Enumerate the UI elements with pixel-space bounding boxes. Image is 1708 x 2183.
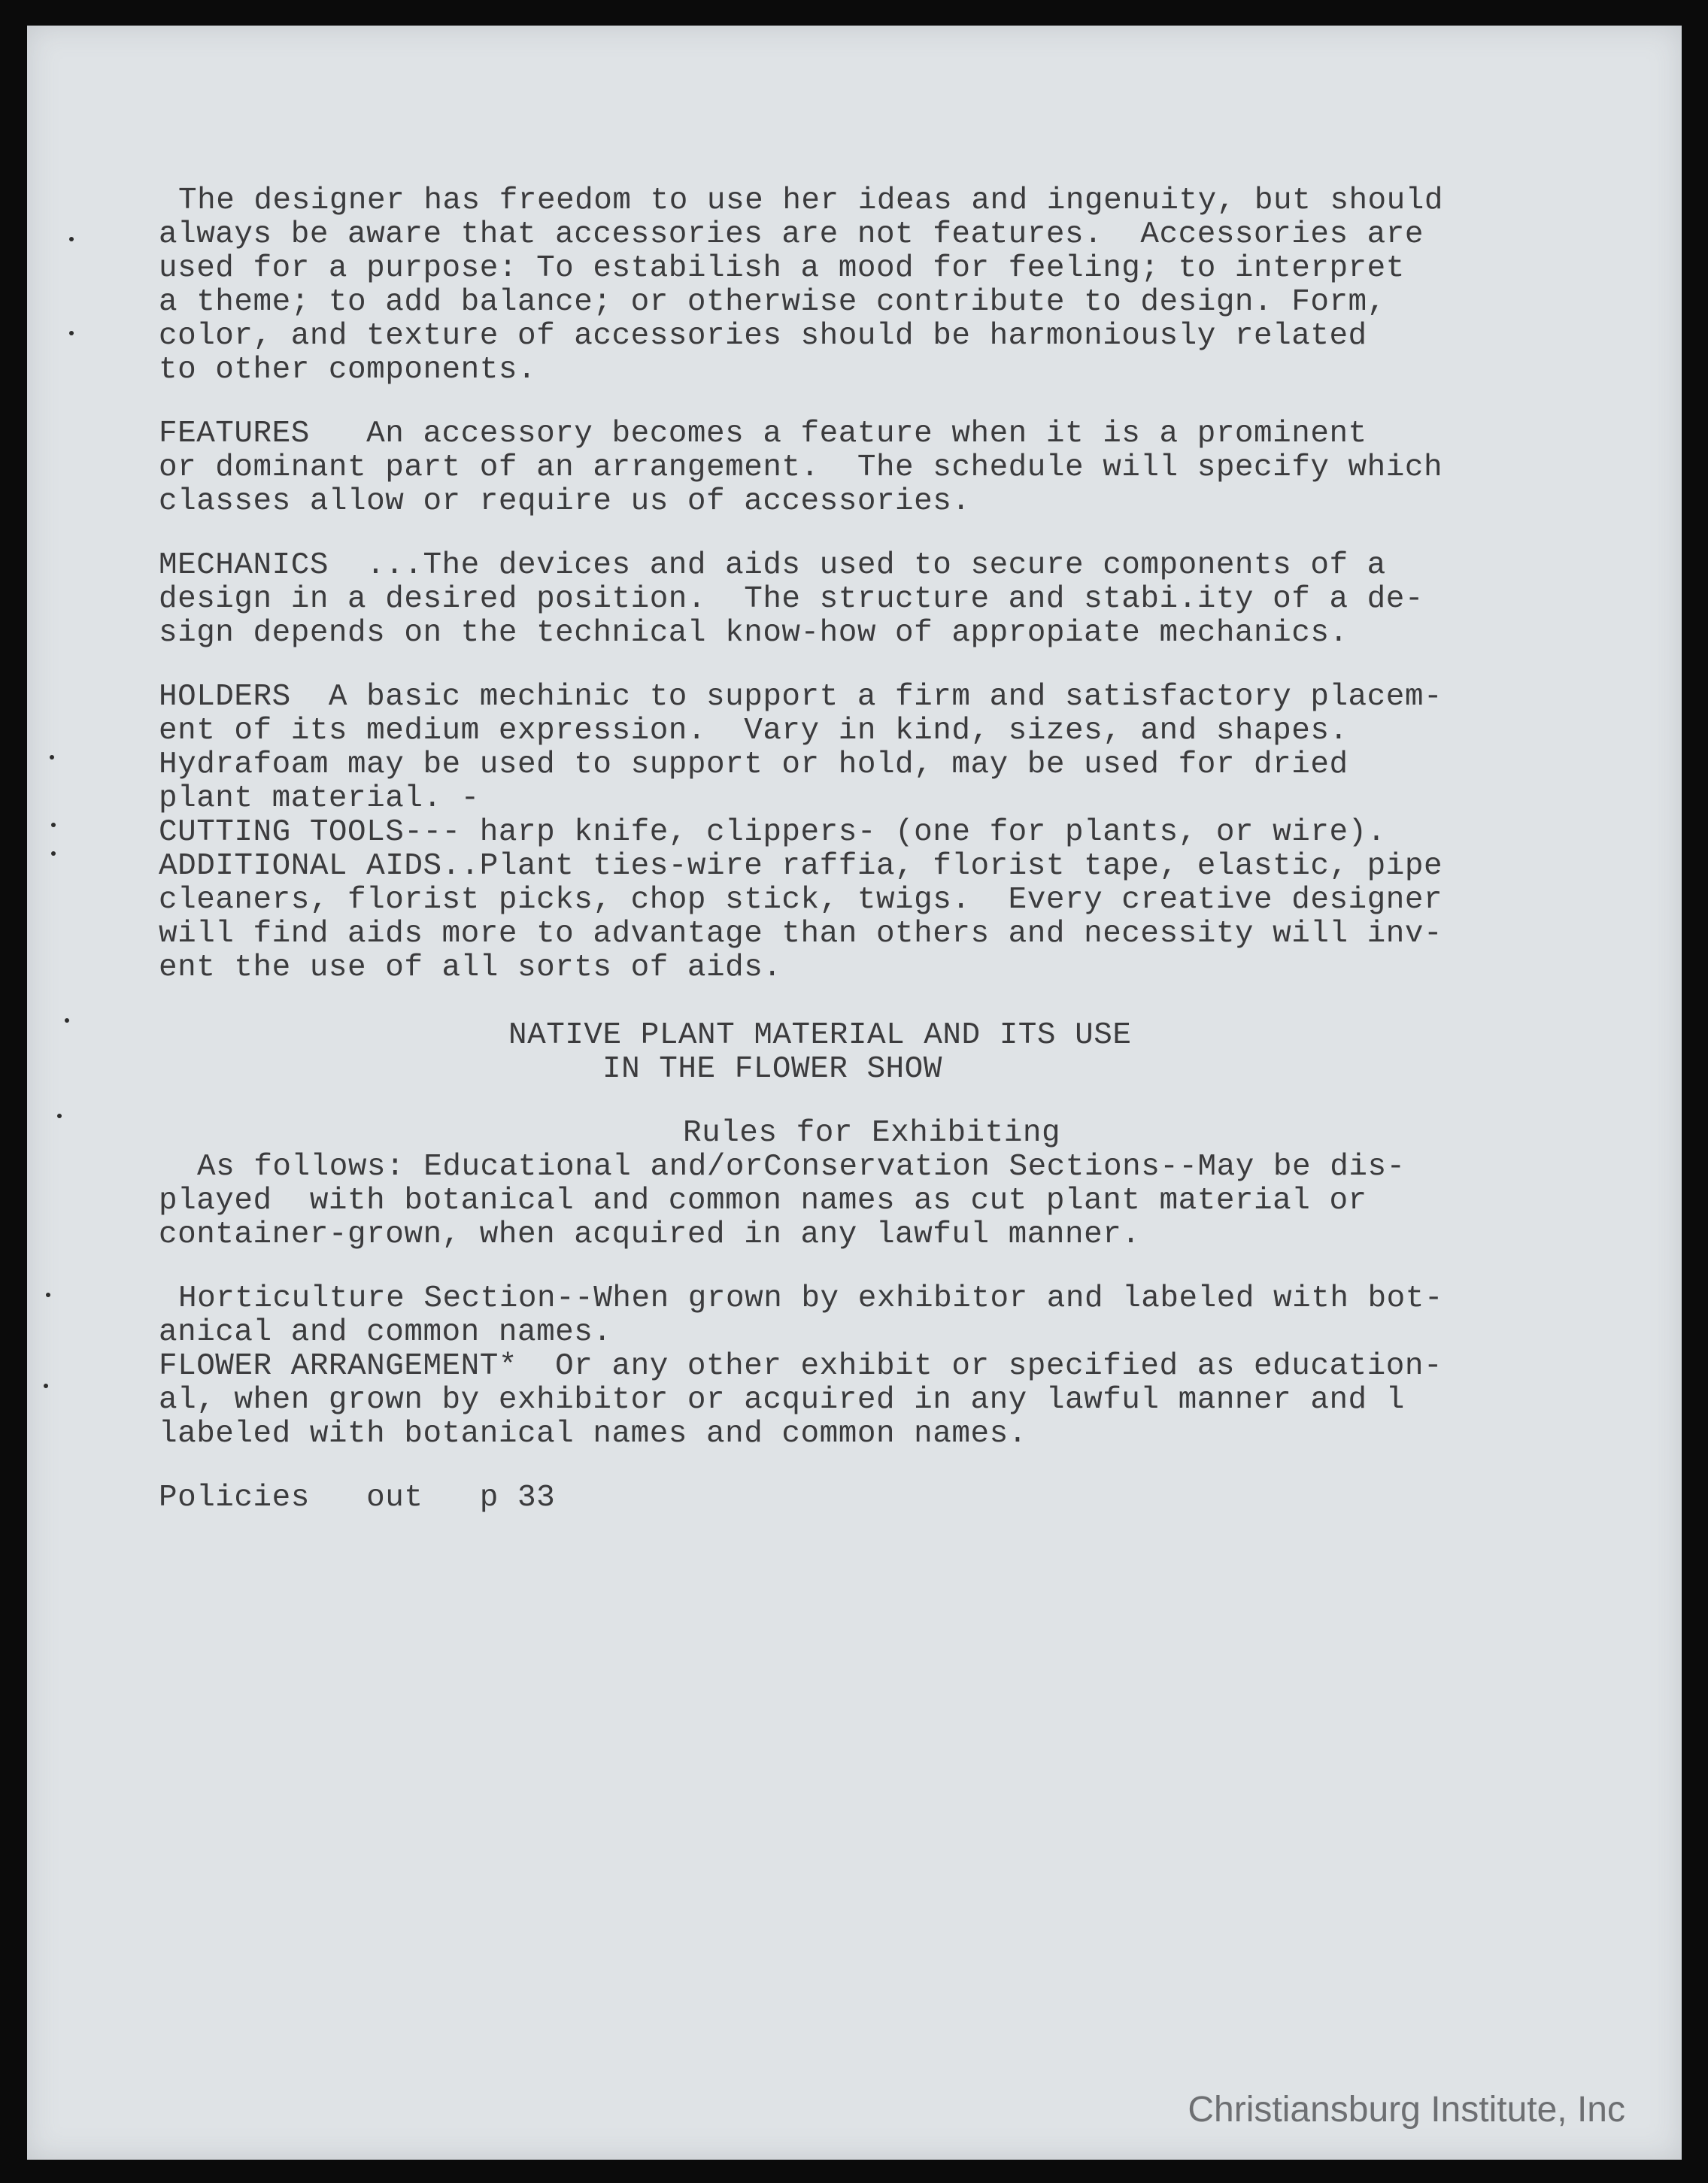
text-line: ADDITIONAL AIDS..Plant ties-wire raffia, florist tape, elastic, pipe — [159, 849, 1443, 884]
margin-mark — [65, 1018, 69, 1023]
watermark: Christiansburg Institute, Inc — [1188, 2090, 1625, 2130]
text-line: anical and common names. — [159, 1315, 612, 1350]
text-line: sign depends on the technical know-how of appropiate mechanics. — [159, 616, 1349, 650]
margin-mark — [69, 331, 74, 335]
text-line: Horticulture Section--When grown by exhibitor and labeled with bot- — [178, 1281, 1443, 1316]
text-line: As follows: Educational and/orConservation Sections--May be dis- — [197, 1150, 1406, 1184]
text-line: The designer has freedom to use her ideas and ingenuity, but should — [178, 183, 1443, 218]
text-line: cleaners, florist picks, chop stick, twigs. Every creative designer — [159, 883, 1443, 917]
text-line: or dominant part of an arrangement. The schedule will specify which — [159, 450, 1443, 485]
margin-mark — [57, 1114, 62, 1118]
text-line: Hydrafoam may be used to support or hold, may be used for dried — [159, 747, 1349, 782]
text-line: al, when grown by exhibitor or acquired in any lawful manner and l — [159, 1383, 1405, 1417]
text-line: always be aware that accessories are not features. Accessories are — [159, 217, 1424, 252]
margin-mark — [46, 1293, 50, 1297]
text-line: color, and texture of accessories should be harmoniously related — [159, 319, 1367, 353]
text-line: design in a desired position. The structure and stabi.ity of a de- — [159, 582, 1424, 617]
text-line: will find aids more to advantage than others and necessity will inv- — [159, 917, 1443, 951]
text-line: labeled with botanical names and common names. — [159, 1417, 1027, 1451]
text-line: ent the use of all sorts of aids. — [159, 951, 782, 985]
text-line: to other components. — [159, 353, 537, 387]
margin-mark — [51, 823, 56, 827]
typed-page — [27, 26, 1682, 2160]
text-line: used for a purpose: To estabilish a mood for feeling; to interpret — [159, 251, 1405, 286]
margin-mark — [69, 237, 74, 241]
section-heading: IN THE FLOWER SHOW — [602, 1052, 942, 1087]
page-note: Policies out p 33 — [159, 1481, 556, 1515]
text-line: HOLDERS A basic mechinic to support a firm and satisfactory placem- — [159, 680, 1443, 714]
text-line: FEATURES An accessory becomes a feature when it is a prominent — [159, 417, 1367, 451]
margin-mark — [44, 1384, 48, 1388]
margin-mark — [51, 851, 56, 856]
text-line: ent of its medium expression. Vary in kind, sizes, and shapes. — [159, 714, 1349, 748]
text-line: classes allow or require us of accessories. — [159, 484, 971, 519]
text-line: container-grown, when acquired in any lawful manner. — [159, 1217, 1141, 1252]
text-line: CUTTING TOOLS--- harp knife, clippers- (one for plants, or wire). — [159, 815, 1386, 850]
margin-mark — [50, 755, 54, 760]
text-line: plant material. - — [159, 781, 480, 816]
text-line: played with botanical and common names as cut plant material or — [159, 1184, 1367, 1218]
subheading: Rules for Exhibiting — [683, 1116, 1061, 1151]
text-line: MECHANICS ...The devices and aids used to secure components of a — [159, 548, 1386, 583]
text-line: a theme; to add balance; or otherwise contribute to design. Form, — [159, 285, 1386, 320]
section-heading: NATIVE PLANT MATERIAL AND ITS USE — [508, 1018, 1132, 1053]
text-line: FLOWER ARRANGEMENT* Or any other exhibit or specified as education- — [159, 1349, 1443, 1384]
